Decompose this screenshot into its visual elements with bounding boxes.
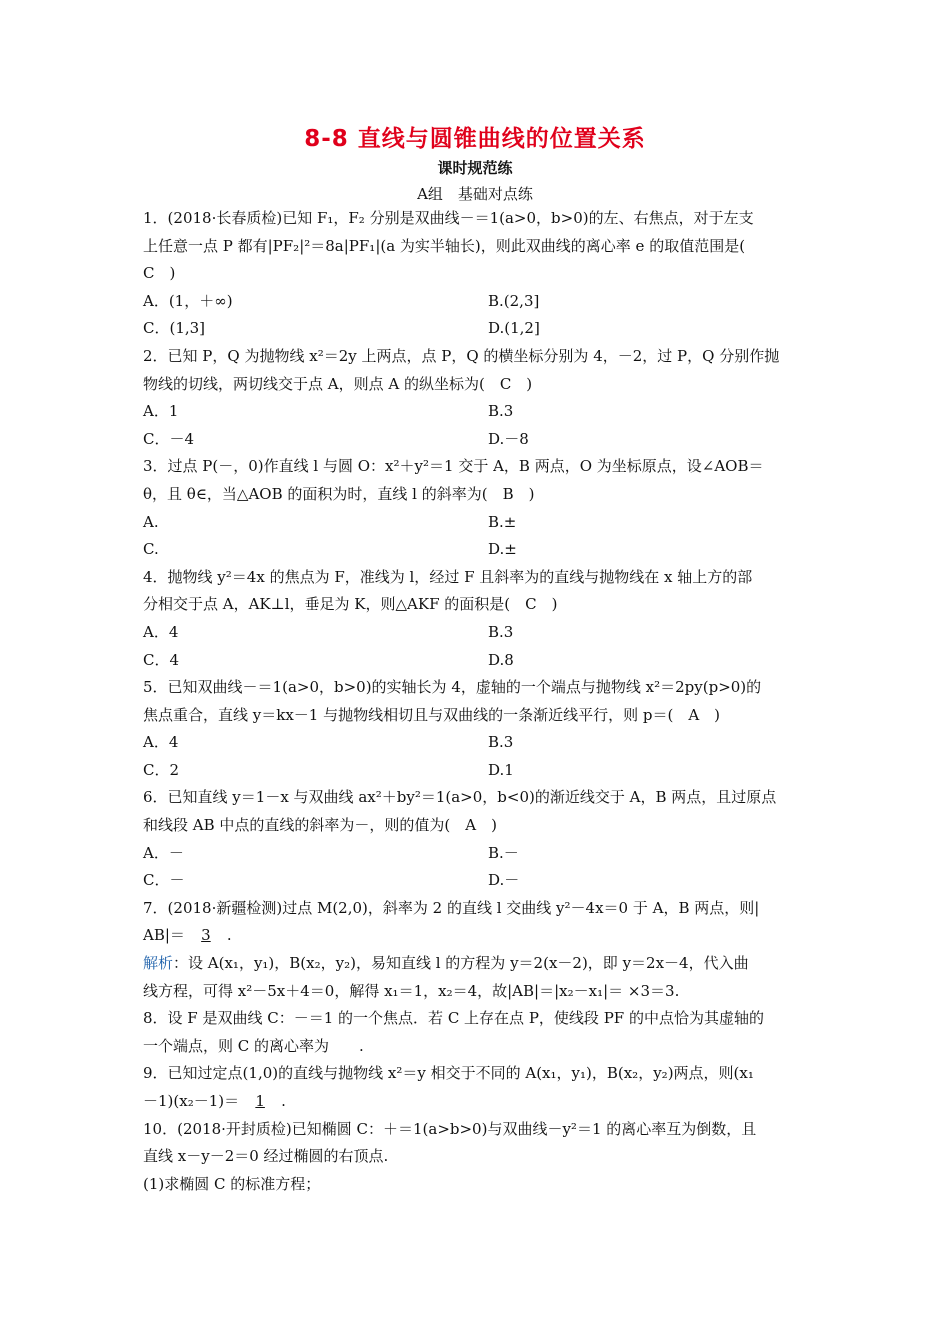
question-10-line-1: 10．(2018·开封质检)已知椭圆 C：＋＝1(a>b>0)与双曲线－y²＝1 的离心率互为倒数，且 [143, 1119, 757, 1138]
question-7-line-1: 7．(2018·新疆检测)过点 M(2,0)，斜率为 2 的直线 l 交曲线 y²－4x＝0 于 A，B 两点，则| [143, 898, 760, 917]
question-10-line-2: 直线 x－y－2＝0 经过椭圆的右顶点. [143, 1147, 389, 1166]
option-b: B.－ [488, 843, 519, 862]
question-4-line-1: 4．抛物线 y²＝4x 的焦点为 F，准线为 l，经过 F 且斜率为的直线与抛物线在 x 轴上方的部 [143, 567, 753, 586]
question-9-line-1: 9．已知过定点(1,0)的直线与抛物线 x²＝y 相交于不同的 A(x₁，y₁)，B(x₂，y₂)两点，则(x₁ [143, 1064, 754, 1083]
option-a: A．(1，＋∞) [143, 291, 233, 310]
question-9-suffix: . [281, 1092, 286, 1110]
question-9-line-2 [143, 1088, 809, 1116]
option-a: A．4 [143, 622, 179, 641]
option-a: A．－ [143, 843, 184, 862]
question-2-line-1: 2．已知 P，Q 为抛物线 x²＝2y 上两点，点 P，Q 的横坐标分别为 4，－2，过 P，Q 分别作抛 [143, 346, 780, 365]
analysis-line-2: 线方程，可得 x²－5x＋4＝0，解得 x₁＝1，x₂＝4，故|AB|＝|x₂－x₁|＝ ×3＝3. [143, 981, 680, 1000]
question-1-line-2: 上任意一点 P 都有|PF₂|²＝8a|PF₁|(a 为实半轴长)，则此双曲线的离心率 e 的取值范围是( [143, 236, 746, 255]
question-3-line-1: 3．过点 P(－，0)作直线 l 与圆 O：x²＋y²＝1 交于 A，B 两点，O 为坐标原点，设∠AOB＝ [143, 457, 764, 476]
option-b: B.3 [488, 622, 514, 641]
question-10-part-1: (1)求椭圆 C 的标准方程； [143, 1174, 321, 1193]
option-c: C．2 [143, 760, 180, 779]
option-c: C. [143, 540, 159, 559]
question-2-options-ab [143, 398, 809, 426]
question-5-options-cd [143, 757, 809, 785]
question-5-line-2: 焦点重合，直线 y＝kx－1 与抛物线相切且与双曲线的一条渐近线平行，则 p＝( A ) [143, 705, 721, 724]
option-d: D.8 [488, 650, 514, 669]
option-c: C．4 [143, 650, 180, 669]
question-1-answer: C ) [143, 264, 176, 283]
page-title: 8-8 直线与圆锥曲线的位置关系 [304, 126, 646, 152]
option-b: B.± [488, 512, 517, 531]
option-c: C．(1,3] [143, 319, 206, 338]
option-a: A. [143, 512, 159, 531]
question-4-line-2: 分相交于点 A，AK⊥l，垂足为 K，则△AKF 的面积是( C ) [143, 595, 558, 614]
option-d: D.－ [488, 871, 520, 890]
option-d: D.1 [488, 760, 514, 779]
analysis-label: 解析 [143, 954, 174, 973]
analysis-text: ：设 A(x₁，y₁)，B(x₂，y₂)，易知直线 l 的方程为 y＝2(x－2)，即 y＝2x－4，代入曲 [173, 954, 749, 973]
question-7-prefix: AB|＝ [143, 926, 185, 945]
question-5-line-1: 5．已知双曲线－＝1(a>0，b>0)的实轴长为 4，虚轴的一个端点与抛物线 x²＝2py(p>0)的 [143, 678, 762, 697]
answer-blank: 3 [201, 926, 211, 945]
question-4-options-ab [143, 619, 809, 647]
option-a: A．4 [143, 733, 179, 752]
question-3-options-cd [143, 536, 809, 564]
question-9-prefix: －1)(x₂－1)＝ [143, 1092, 240, 1110]
question-5-options-ab [143, 729, 809, 757]
option-c: C．－4 [143, 429, 195, 448]
group-heading: A组 基础对点练 [417, 185, 533, 203]
question-7-suffix: . [226, 926, 232, 945]
question-3-line-2: θ，且 θ∈，当△AOB 的面积为时，直线 l 的斜率为( B ) [143, 484, 535, 503]
exercise-list [143, 205, 809, 1198]
question-3-options-ab [143, 509, 809, 537]
question-1-line-1: 1．(2018·长春质检)已知 F₁，F₂ 分别是双曲线－＝1(a>0，b>0)的左、右焦点，对于左支 [143, 209, 754, 227]
question-6-line-2: 和线段 AB 中点的直线的斜率为－，则的值为( A ) [143, 816, 497, 835]
option-d: D.± [488, 540, 517, 559]
question-4-options-cd [143, 647, 809, 675]
option-d: D.－8 [488, 429, 529, 448]
answer-blank: 1 [255, 1092, 265, 1110]
question-1-options-ab [143, 288, 809, 316]
question-6-line-1: 6．已知直线 y＝1－x 与双曲线 ax²＋by²＝1(a>0，b<0)的渐近线交于 A，B 两点，且过原点 [143, 788, 777, 807]
question-2-options-cd [143, 426, 809, 454]
question-2-line-2: 物线的切线，两切线交于点 A，则点 A 的纵坐标为( C ) [143, 374, 533, 393]
option-b: B.3 [488, 402, 514, 421]
option-d: D.(1,2] [488, 319, 540, 338]
question-6-options-cd [143, 867, 809, 895]
option-c: C．－ [143, 871, 185, 890]
option-b: B.(2,3] [488, 291, 540, 310]
question-8-line-2: 一个端点，则 C 的离心率为 . [143, 1036, 364, 1055]
option-a: A．1 [143, 402, 179, 421]
question-8-line-1: 8．设 F 是双曲线 C：－＝1 的一个焦点．若 C 上存在点 P，使线段 PF 的中点恰为其虚轴的 [143, 1009, 764, 1028]
question-6-options-ab [143, 840, 809, 868]
question-1-options-cd [143, 315, 809, 343]
question-7-line-2 [143, 922, 809, 950]
section-subtitle: 课时规范练 [437, 159, 513, 177]
option-b: B.3 [488, 733, 514, 752]
analysis-line-1 [143, 950, 809, 978]
